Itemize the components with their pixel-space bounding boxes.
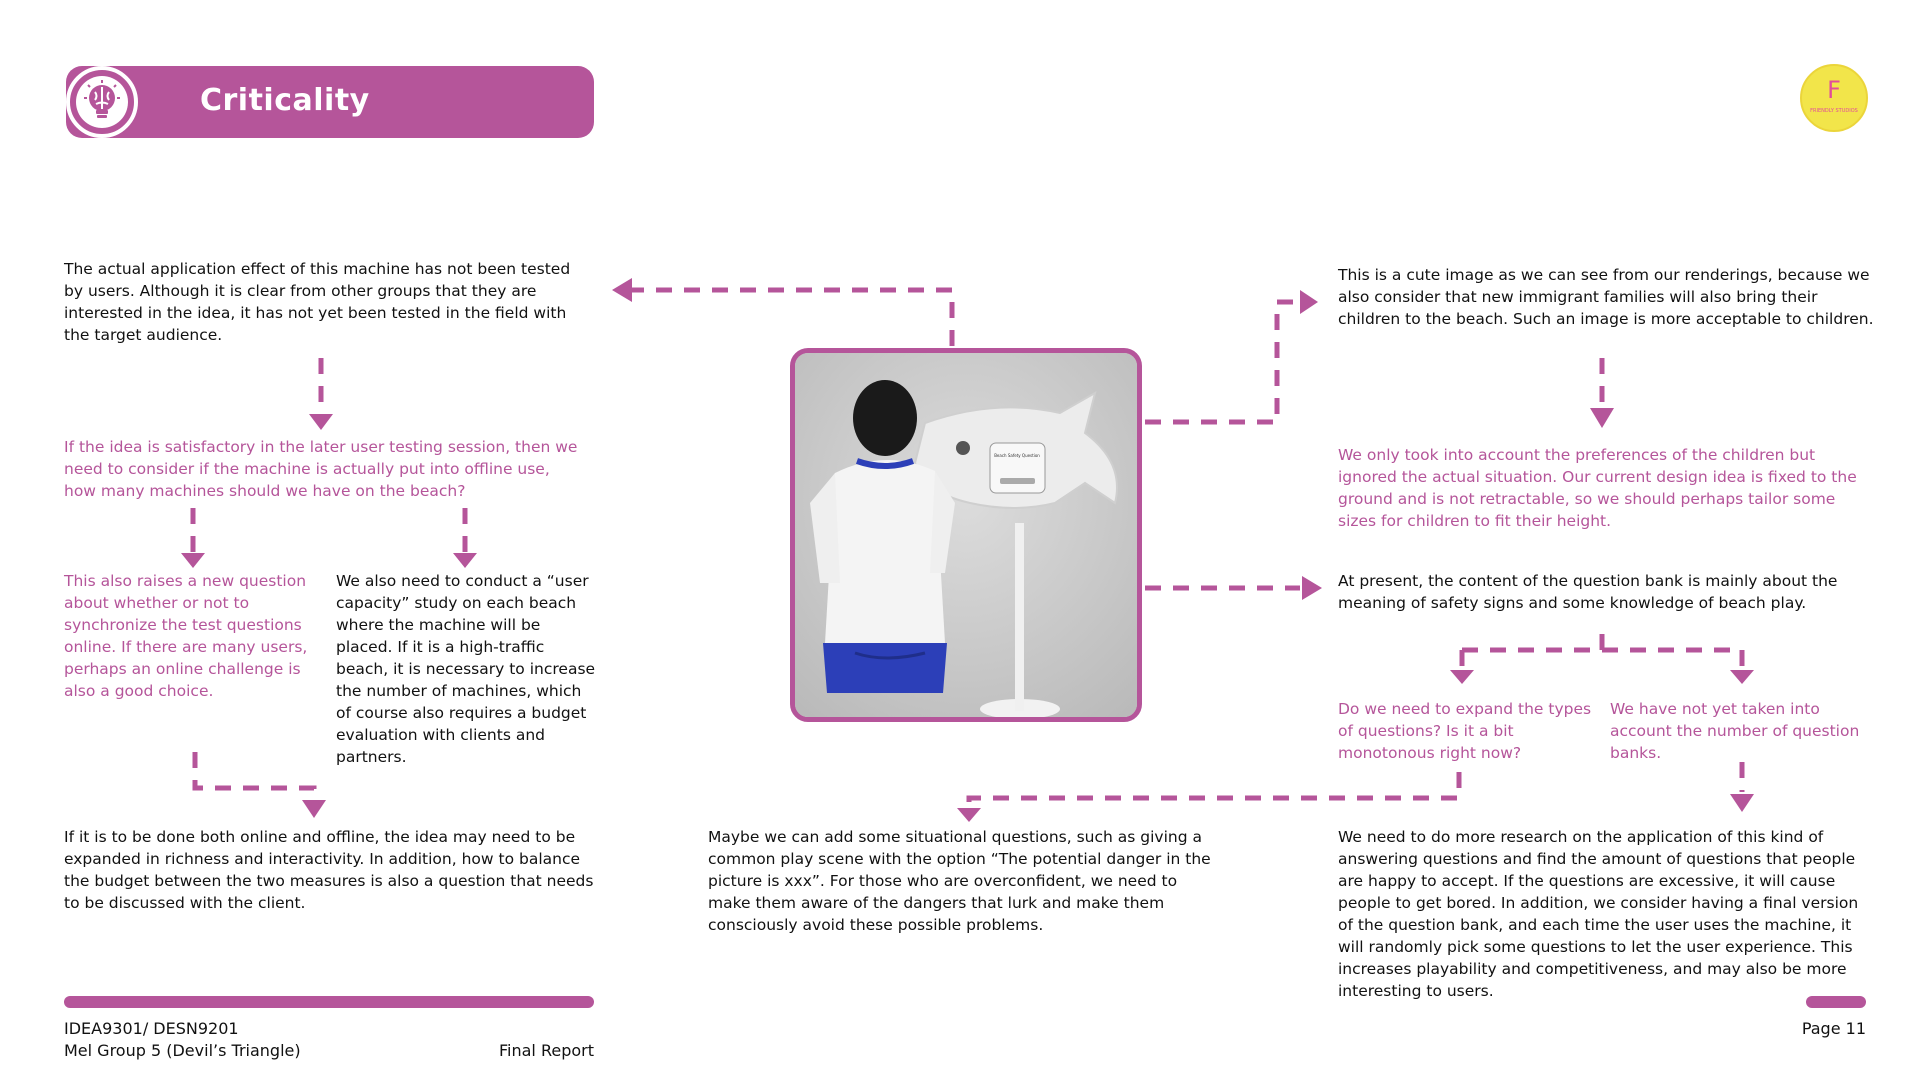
right-text-1: This is a cute image as we can see from our renderings, because we also consider that new immigrant families will also bring their children to the beach. Such an image is more acceptable to children.: [1338, 266, 1874, 328]
course-code: IDEA9301/ DESN9201: [64, 1019, 239, 1038]
prototype-photo: [790, 348, 1142, 722]
group-name: Mel Group 5 (Devil’s Triangle): [64, 1041, 301, 1060]
footer-bar-right: [1806, 996, 1866, 1008]
right-text-2: We only took into account the preferences of the children but ignored the actual situation. Our current design idea is fixed to the ground and is not retractable, so we should perhaps tailor some sizes for children to fit their height.: [1338, 446, 1857, 530]
left-text-3: This also raises a new question about whether or not to synchronize the test questions online. If there are many users, perhaps an online challenge is also a good choice.: [64, 572, 308, 700]
report-label: Final Report: [499, 1041, 594, 1060]
page-number: Page 11: [1801, 1019, 1866, 1038]
footer-bar-left: [64, 996, 594, 1008]
logo-letter: F: [1827, 76, 1841, 104]
left-text-1: The actual application effect of this machine has not been tested by users. Although it is clear from other groups that they are interested in the idea, it has not yet been tested in the field with the target audience.: [64, 260, 571, 344]
sign-label: Beach Safety Question: [994, 453, 1040, 458]
page-title: Criticality: [200, 83, 370, 118]
right-text-4: Do we need to expand the types of questions? Is it a bit monotonous right now?: [1338, 700, 1592, 762]
left-text-4: We also need to conduct a “user capacity” study on each beach where the machine will be placed. If it is a high-traffic beach, it is necessary to increase the number of machines, which of course also requires a budget evaluation with clients and partners.: [336, 572, 596, 766]
center-text-1: Maybe we can add some situational questions, such as giving a common play scene with the option “The potential danger in the picture is xxx”. For those who are overconfident, we need to make them aware of the dangers that lurk and make them consciously avoid these possible problems.: [708, 828, 1211, 934]
logo-subtitle: FRIENDLY STUDIOS: [1810, 108, 1858, 114]
right-text-6: We need to do more research on the application of this kind of answering questions and find the amount of questions that people are happy to accept. If the questions are excessive, it will cause people to get bored. In addition, we consider having a final version of the question bank, and each time the user uses the machine, it will randomly pick some questions to let the user experience. This increases playability and competitiveness, and may also be more interesting to users.: [1338, 828, 1859, 1000]
left-text-2: If the idea is satisfactory in the later user testing session, then we need to consider if the machine is actually put into offline use, how many machines should we have on the beach?: [64, 438, 578, 500]
right-text-5: We have not yet taken into account the number of question banks.: [1610, 700, 1860, 762]
right-text-3: At present, the content of the question bank is mainly about the meaning of safety signs and some knowledge of beach play.: [1338, 572, 1838, 612]
left-text-5: If it is to be done both online and offline, the idea may need to be expanded in richness and interactivity. In addition, how to balance the budget between the two measures is also a question that needs to be discussed with the client.: [64, 828, 594, 912]
